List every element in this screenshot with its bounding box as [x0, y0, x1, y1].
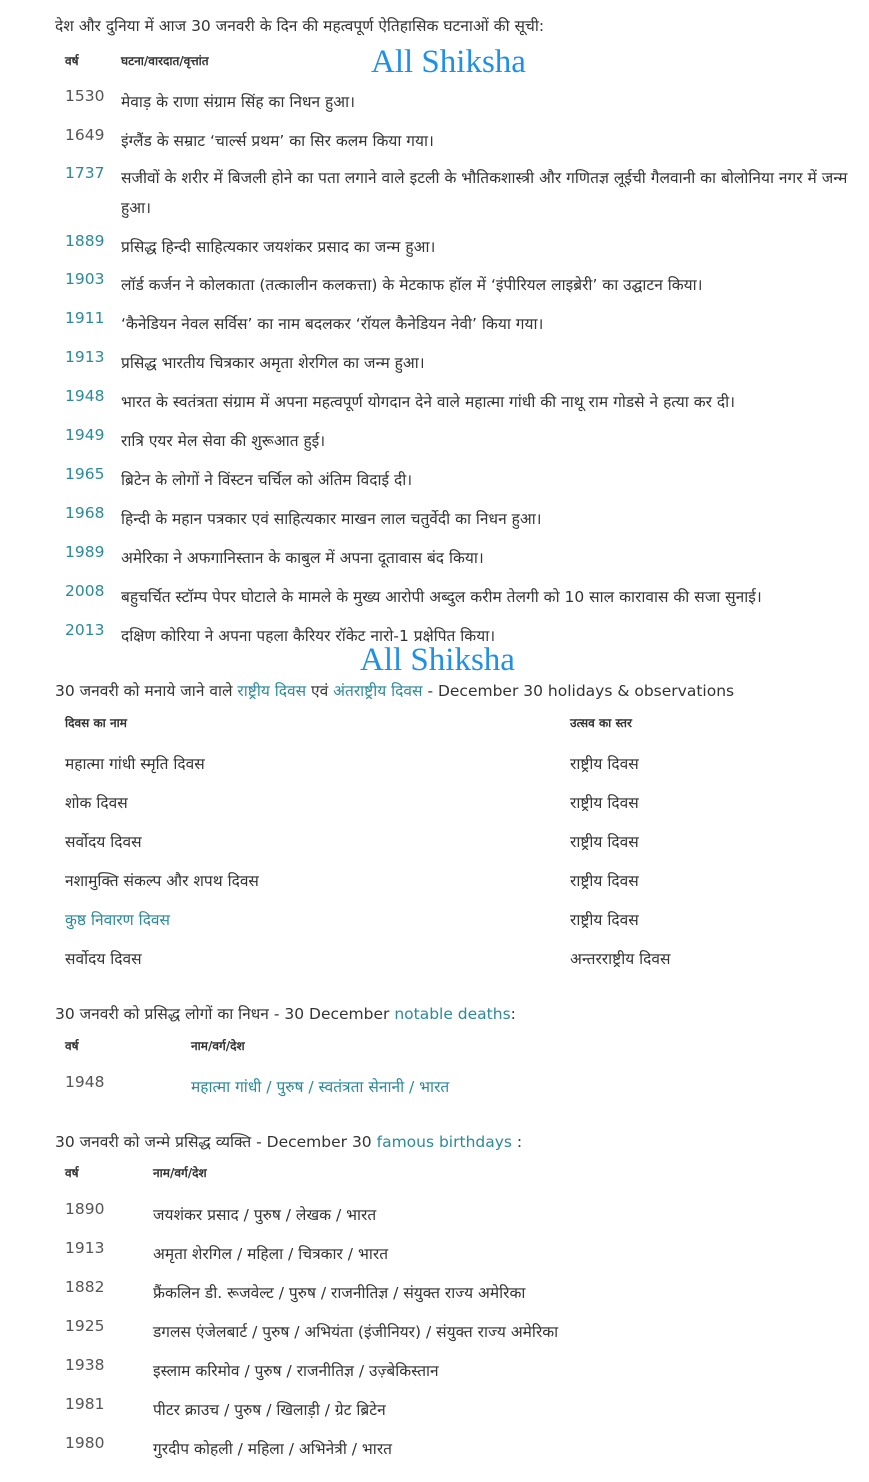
birth-year: 1980	[65, 1434, 105, 1452]
birth-year: 1913	[65, 1239, 105, 1257]
holiday-name[interactable]: कुष्ठ निवारण दिवस	[65, 911, 171, 929]
event-year[interactable]: 1949	[65, 426, 105, 444]
watermark-middle: All Shiksha	[360, 642, 515, 678]
birth-person: इस्लाम करिमोव / पुरुष / राजनीतिज्ञ / उज़्बेकिस्तान	[153, 1362, 439, 1380]
deaths-col-info-header: नाम/वर्ग/देश	[191, 1039, 245, 1053]
birth-year: 1938	[65, 1356, 105, 1374]
event-text: अमेरिका ने अफगानिस्तान के काबुल में अपना दूतावास बंद किया।	[121, 549, 484, 567]
national-days-link[interactable]: राष्ट्रीय दिवस	[237, 682, 307, 700]
deaths-heading	[55, 1002, 516, 1024]
events-col-event-header: घटना/वारदात/वृत्तांत	[121, 54, 209, 68]
deaths-col-year-header: वर्ष	[65, 1039, 79, 1053]
holiday-level: राष्ट्रीय दिवस	[570, 911, 639, 929]
birth-person: पीटर क्राउच / पुरुष / खिलाड़ी / ग्रेट ब्रिटेन	[153, 1401, 386, 1419]
birth-year: 1925	[65, 1317, 105, 1335]
holidays-col-name-header: दिवस का नाम	[65, 716, 127, 730]
international-days-link[interactable]: अंतराष्ट्रीय दिवस	[333, 682, 423, 700]
deaths-year: 1948	[65, 1073, 105, 1091]
event-text: ब्रिटेन के लोगों ने विंस्टन चर्चिल को अंतिम विदाई दी।	[121, 471, 413, 489]
birth-person: गुरदीप कोहली / महिला / अभिनेत्री / भारत	[153, 1440, 392, 1458]
event-text: प्रसिद्ध भारतीय चित्रकार अमृता शेरगिल का जन्म हुआ।	[121, 354, 425, 372]
holidays-heading-middle: एवं	[306, 682, 334, 700]
event-year: 1530	[65, 87, 105, 105]
event-text: भारत के स्वतंत्रता संग्राम में अपना महत्वपूर्ण योगदान देने वाले महात्मा गांधी की नाथू राम गोडसे ने हत्या कर दी।	[121, 393, 736, 411]
event-text: बहुचर्चित स्टॉम्प पेपर घोटाले के मामले के मुख्य आरोपी अब्दुल करीम तेलगी को 10 साल कारावास की सजा सुनाई।	[121, 588, 762, 606]
watermark-top: All Shiksha	[371, 44, 526, 80]
holiday-name: सर्वोदय दिवस	[65, 833, 142, 851]
event-year: 1649	[65, 126, 105, 144]
event-year[interactable]: 1968	[65, 504, 105, 522]
event-year[interactable]: 1965	[65, 465, 105, 483]
event-year[interactable]: 1948	[65, 387, 105, 405]
birth-person: जयशंकर प्रसाद / पुरुष / लेखक / भारत	[153, 1206, 377, 1224]
birth-year: 1890	[65, 1200, 105, 1218]
events-col-year-header: वर्ष	[65, 54, 79, 68]
holiday-name: शोक दिवस	[65, 794, 128, 812]
holiday-level: राष्ट्रीय दिवस	[570, 755, 639, 773]
holidays-heading-prefix: 30 जनवरी को मनाये जाने वाले	[55, 682, 238, 700]
births-heading-prefix: 30 जनवरी को जन्मे प्रसिद्ध व्यक्ति - December 30	[55, 1133, 377, 1151]
event-text: सजीवों के शरीर में बिजली होने का पता लगाने वाले इटली के भौतिकशास्त्री और गणितज्ञ लूईची गैलवानी का बोलोनिया नगर में जन्म हुआ।	[121, 169, 848, 217]
event-text: ‘कैनेडियन नेवल सर्विस’ का नाम बदलकर ‘रॉयल कैनेडियन नेवी’ किया गया।	[121, 315, 544, 333]
event-text: लॉर्ड कर्जन ने कोलकाता (तत्कालीन कलकत्ता) के मेटकाफ हॉल में ‘इंपीरियल लाइब्रेरी’ का उद्घाटन किया।	[121, 276, 703, 294]
births-col-info-header: नाम/वर्ग/देश	[153, 1166, 207, 1180]
notable-deaths-link[interactable]: notable deaths	[394, 1005, 511, 1023]
births-col-year-header: वर्ष	[65, 1166, 79, 1180]
holidays-heading-suffix: - December 30 holidays & observations	[422, 682, 735, 700]
deaths-person-link[interactable]: महात्मा गांधी / पुरुष / स्वतंत्रता सेनानी / भारत	[191, 1078, 450, 1096]
holiday-name: महात्मा गांधी स्मृति दिवस	[65, 755, 205, 773]
holidays-heading	[55, 679, 734, 701]
birth-year: 1882	[65, 1278, 105, 1296]
event-year[interactable]: 2008	[65, 582, 105, 600]
deaths-heading-prefix: 30 जनवरी को प्रसिद्ध लोगों का निधन - 30 December	[55, 1005, 395, 1023]
event-year[interactable]: 2013	[65, 621, 105, 639]
event-year[interactable]: 1989	[65, 543, 105, 561]
holidays-col-level-header: उत्सव का स्तर	[570, 716, 632, 730]
event-year[interactable]: 1889	[65, 232, 105, 250]
event-year[interactable]: 1911	[65, 309, 105, 327]
famous-birthdays-link[interactable]: famous birthdays	[376, 1133, 512, 1151]
events-intro: देश और दुनिया में आज 30 जनवरी के दिन की महत्वपूर्ण ऐतिहासिक घटनाओं की सूची:	[55, 17, 545, 35]
holiday-level: राष्ट्रीय दिवस	[570, 833, 639, 851]
deaths-heading-suffix: :	[510, 1005, 516, 1023]
event-year[interactable]: 1913	[65, 348, 105, 366]
event-text: इंग्लैंड के सम्राट ‘चार्ल्स प्रथम’ का सिर कलम किया गया।	[121, 132, 434, 150]
event-text: मेवाड़ के राणा संग्राम सिंह का निधन हुआ।	[121, 93, 356, 111]
event-text: रात्रि एयर मेल सेवा की शुरूआत हुई।	[121, 432, 326, 450]
holiday-level: राष्ट्रीय दिवस	[570, 794, 639, 812]
event-text: दक्षिण कोरिया ने अपना पहला कैरियर रॉकेट नारो-1 प्रक्षेपित किया।	[121, 627, 496, 645]
births-heading-suffix: :	[511, 1133, 523, 1151]
event-year[interactable]: 1737	[65, 164, 105, 182]
holiday-name: सर्वोदय दिवस	[65, 950, 142, 968]
births-heading	[55, 1130, 522, 1152]
holiday-name: नशामुक्ति संकल्प और शपथ दिवस	[65, 872, 259, 890]
birth-person: फ्रैंकलिन डी. रूजवेल्ट / पुरुष / राजनीतिज्ञ / संयुक्त राज्य अमेरिका	[153, 1284, 526, 1302]
holiday-level: अन्तरराष्ट्रीय दिवस	[570, 950, 671, 968]
holiday-level: राष्ट्रीय दिवस	[570, 872, 639, 890]
birth-person: डगलस एंजेलबार्ट / पुरुष / अभियंता (इंजीनियर) / संयुक्त राज्य अमेरिका	[153, 1323, 559, 1341]
birth-year: 1981	[65, 1395, 105, 1413]
event-text: प्रसिद्ध हिन्दी साहित्यकार जयशंकर प्रसाद का जन्म हुआ।	[121, 238, 436, 256]
birth-person: अमृता शेरगिल / महिला / चित्रकार / भारत	[153, 1245, 389, 1263]
event-year[interactable]: 1903	[65, 270, 105, 288]
event-text: हिन्दी के महान पत्रकार एवं साहित्यकार माखन लाल चतुर्वेदी का निधन हुआ।	[121, 510, 542, 528]
